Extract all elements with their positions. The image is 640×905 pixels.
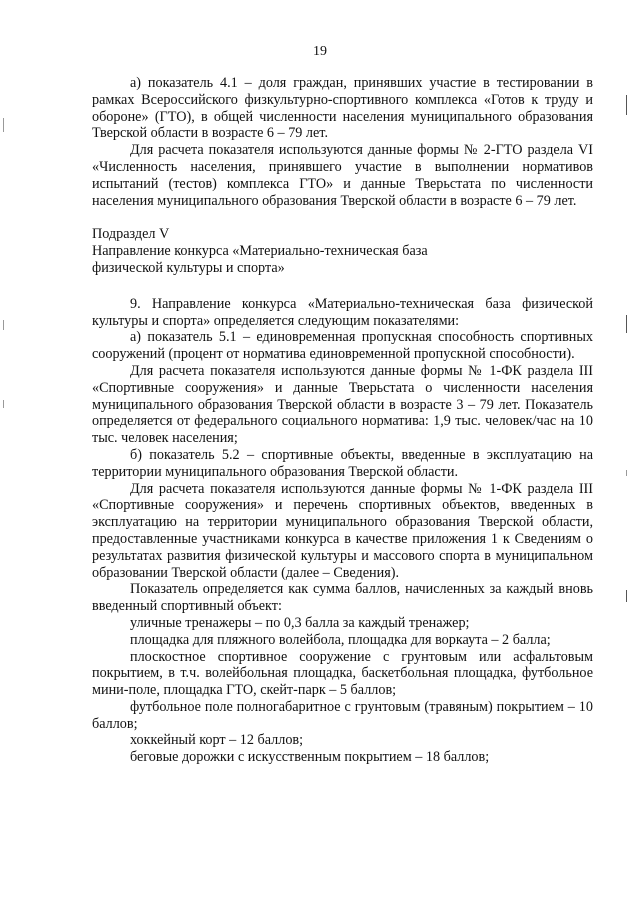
- page-number: 19: [313, 44, 327, 59]
- subsection-heading-line-2: физической культуры и спорта»: [92, 259, 285, 276]
- list-item: футбольное поле полногабаритное с грунтовым (травяным) покрытием – 10 баллов;: [92, 698, 593, 732]
- subsection-title: Подраздел V: [92, 226, 170, 243]
- scan-edge-mark: [626, 590, 627, 602]
- list-item: площадка для пляжного волейбола, площадка для воркаута – 2 балла;: [130, 631, 551, 648]
- list-item: уличные тренажеры – по 0,3 балла за каждый тренажер;: [130, 614, 470, 631]
- list-item: беговые дорожки с искусственным покрытием – 18 баллов;: [130, 749, 490, 766]
- list-item: плоскостное спортивное сооружение с грунтовым или асфальтовым покрытием, в т.ч. волейбольная площадка, баскетбольная площадка, футбольное мини-поле, площадка ГТО, скейт-парк – 5 баллов;: [92, 648, 593, 699]
- spacer: [92, 277, 593, 296]
- paragraph-points-sum: Показатель определяется как сумма баллов, начисленных за каждый вновь введенный спортивный объект:: [92, 581, 593, 615]
- paragraph-calc-gto: Для расчета показателя используются данные формы № 2-ГТО раздела VI «Численность населения, принявшего участие в выполнении нормативов испытаний (тестов) комплекса ГТО» и данные Тверьстата по численности населения муниципального образования Тверской области в возрасте 6 – 79 лет.: [92, 142, 593, 209]
- paragraph-calc-5-2: Для расчета показателя используются данные формы № 1-ФК раздела III «Спортивные сооружения» и перечень спортивных объектов, введенных в эксплуатацию на территории муниципального образования Тверской области, предоставленные участниками конкурса в качестве приложения 1 к Сведениям о результатах развития физической культуры и массового спорта в муниципальном образовании Тверской области (далее – Сведения).: [92, 480, 593, 581]
- paragraph-indicator-5-2: б) показатель 5.2 – спортивные объекты, введенные в эксплуатацию на территории муниципального образования Тверской области.: [92, 446, 593, 480]
- scan-edge-mark: [3, 118, 4, 132]
- spacer: [92, 209, 593, 226]
- document-body: [92, 75, 593, 766]
- subsection-heading-line-1: Направление конкурса «Материально-техническая база: [92, 243, 428, 260]
- paragraph-item-9: 9. Направление конкурса «Материально-техническая база физической культуры и спорта» определяется следующим показателями:: [92, 295, 593, 329]
- scan-edge-mark: [3, 400, 4, 408]
- paragraph-indicator-5-1: а) показатель 5.1 – единовременная пропускная способность спортивных сооружений (процент от норматива единовременной пропускной способности).: [92, 329, 593, 363]
- scan-edge-mark: [626, 315, 627, 333]
- scan-edge-mark: [3, 320, 4, 330]
- scan-edge-mark: [626, 95, 627, 115]
- paragraph-indicator-4-1: а) показатель 4.1 – доля граждан, принявших участие в тестировании в рамках Всероссийского физкультурно-спортивного комплекса «Готов к труду и обороне» (ГТО), в общей численности населения муниципального образования Тверской области в возрасте 6 – 79 лет.: [92, 75, 593, 142]
- scan-edge-mark: [626, 470, 627, 476]
- paragraph-calc-5-1: Для расчета показателя используются данные формы № 1-ФК раздела III «Спортивные сооружения» и данные Тверьстата о численности населения муниципального образования Тверской области в возрасте 3 – 79 лет. Показатель определяется от федерального социального норматива: 1,9 тыс. человек/час на 10 тыс. человек населения;: [92, 362, 593, 447]
- list-item: хоккейный корт – 12 баллов;: [130, 732, 304, 749]
